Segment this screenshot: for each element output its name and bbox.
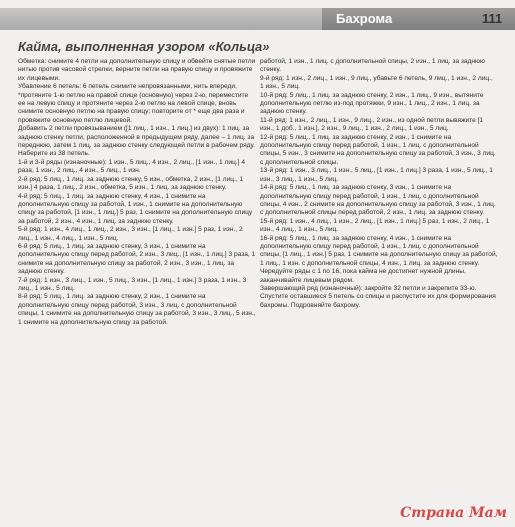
paragraph: Завершающий ряд (изнаночный): закройте 32 петли и закрепите 33-ю. [260,284,477,292]
paragraph: 15-й ряд: 1 изн., 4 лиц., 1 изн., 2 лиц., [1 изн., 1 лиц.] 5 раз, 1 изн., 2 лиц., 1 изн., 4 лиц., 1 изн., 5 лиц. [260,217,490,234]
paragraph: 2-й ряд: 5 лиц., 1 лиц. за заднюю стенку, 5 изн., обметка, 2 изн., [1 лиц., 1 изн.] 4 раза, 1 лиц., 2 изн., обметка, 5 изн., 1 лиц. за заднюю стенку. [18,175,244,192]
paragraph: Спустите оставшиеся 5 петель со спицы и распустите их для формирования бахромы. Подровняйте бахрому. [260,293,496,309]
paragraph: работой, 1 изн., 1 лиц. с дополнительной спицы, 2 изн., 1 лиц. за заднюю стенку. [260,58,485,74]
paragraph: 8-й ряд: 5 лиц., 1 лиц. за заднюю стенку, 2 изн., 1 снимите на дополнительную спицу перед работой, 3 изн., 3 лиц. с дополнительной спицы, 1 снимите на дополнительную спицу за работой, 3 изн., 3 лиц., 5 изн., 1 снимите на дополнительную спицу за работой. [18,293,256,326]
paragraph: 6-й ряд: 5 лиц., 1 лиц. за заднюю стенку, 3 изн., 1 снимите на дополнительную спицу перед работой, 2 изн., 3 лиц., [1 изн., 1 лиц.] 3 раза, 1 снимите на дополнительную спицу за работой, 2 изн., 3 изн., 1 лиц. за заднюю стенку. [18,242,256,276]
right-column [260,58,498,310]
paragraph: Чередуйте ряды с 1 по 16, пока кайма не достигнет нужной длины, заканчивайте лицевым рядом. [260,268,466,284]
paragraph: 14-й ряд: 5 лиц., 1 лиц. за заднюю стенку, 3 изн., 1 снимите на дополнительную спицу перед работой, 1 изн., 1 лиц. с дополнительной спицы, 4 изн., 2 снимите на дополнительную спицу за работой, 3 изн., 1 лиц. с дополнительной спицы перед работой, 2 изн., 1 лиц. за заднюю стенку. [260,184,496,217]
watermark-logo: Страна Мам [400,505,507,521]
paragraph: 16-й ряд: 5 лиц., 1 лиц. за заднюю стенку, 4 изн., 1 снимите на дополнительную спицу перед работой, 1 изн., 1 лиц. с дополнительной спицы, [1 лиц., 1 изн.] 5 раз, 1 снимите на дополнительную спицу за работой, 1 лиц., 1 изн. с дополнительной спицы, 4 изн., 1 лиц. за заднюю стенку. [260,234,498,267]
section-title: Бахрома [336,11,393,26]
paragraph: 13-й ряд: 1 изн., 3 лиц., 1 изн., 5 лиц., [1 изн., 1 лиц.] 3 раза, 1 изн., 5 лиц., 1 изн., 3 лиц., 1 изн., 5 лиц. [260,167,493,183]
paragraph: Убавление 6 петель: 6 петель снимите непровязанными, нить впереди, *протяните 1-ю петлю на правой спице (основную) через 2-ю, переместите ее на левую спицу и протяните через 2-ю петлю на левой спице, вновь снимите основную петлю на правую спицу; повторите от * еще два раза и провяжите основную петлю лицевой. [18,83,249,124]
paragraph: Обметка: снимите 4 петли на дополнительную спицу и обвейте снятые петли нитью против часовой стрелки, верните петли на правую спицу и провяжите их лицевыми. [18,58,256,82]
page-header [0,8,515,30]
paragraph: 12-й ряд: 5 лиц., 1 лиц. за заднюю стенку, 2 изн., 1 снимите на дополнительную спицу перед работой, 1 изн., 1 лиц. с дополнительной спицы, 5 изн., 3 снимите на дополнительную спицу за работой, 3 изн., 3 лиц. с дополнительной спицы. [260,133,496,166]
left-column [18,58,256,327]
paragraph: 4-й ряд: 5 лиц., 1 лиц. за заднюю стенку, 4 изн., 1 снимите на дополнительную спицу за работой, 1 изн., 1 снимите на дополнительную спицу за работой, [1 изн., 1 лиц.] 5 раз, 1 снимите на дополнительную спицу за работой, 2 изн., 4 изн., 1 лиц. за заднюю стенку. [18,192,253,225]
paragraph: Наберите из 38 петель. [18,150,90,158]
heading-band [0,34,515,58]
pattern-heading: Кайма, выполненная узором «Кольца» [18,39,270,54]
paragraph: 9-й ряд: 1 изн., 2 лиц., 1 изн., 9 лиц., убавьте 6 петель, 9 лиц., 1 изн., 2 лиц., 1 изн., 5 лиц. [260,74,493,91]
paragraph: 5-й ряд: 1 изн., 4 лиц., 1 лиц., 2 изн., 3 изн., [1 лиц., 1 изн.] 5 раз, 1 изн., 2 лиц., 1 изн., 4 лиц., 1 изн., 5 лиц. [18,226,243,242]
paragraph: Добавить 2 петли провязыванием ([1 лиц., 1 изн., 1 лиц.] из двух): 1 лиц. за заднюю стенку петли, расположенной в предыдущем ряду, далее – 1 лиц. за переднюю, затем 1 лиц. за заднюю стенку следующей петли в рабочем ряду. [18,125,255,150]
page-number: 111 [482,11,503,26]
paragraph: 1-й и 3-й ряды (изнаночные): 1 изн., 5 лиц., 4 изн., 2 лиц., [1 изн., 1 лиц.] 4 раза, 1 изн., 2 лиц., 4 изн., 5 лиц., 1 изн. [18,158,246,175]
paragraph: 11-й ряд: 1 изн., 2 лиц., 1 изн., 9 лиц., 2 изн., из одной петли вывяжите [1 изн., 1 доб., 1 изн.], 2 изн., 9 лиц., 1 изн., 2 лиц., 1 изн., 5 лиц. [260,116,484,133]
paragraph: 7-й ряд: 1 изн., 3 лиц., 1 изн., 5 лиц., 3 изн., [1 лиц., 1 изн.] 3 раза, 1 изн., 3 лиц., 1 изн., 5 лиц. [18,276,247,292]
paragraph: 10-й ряд: 5 лиц., 1 лиц. за заднюю стенку, 2 изн., 1 лиц., 9 изн., вытяните дополнительную петлю из-под протяжки, 9 изн., 1 лиц., 2 изн., 1 лиц. за заднюю стенку. [260,91,484,116]
